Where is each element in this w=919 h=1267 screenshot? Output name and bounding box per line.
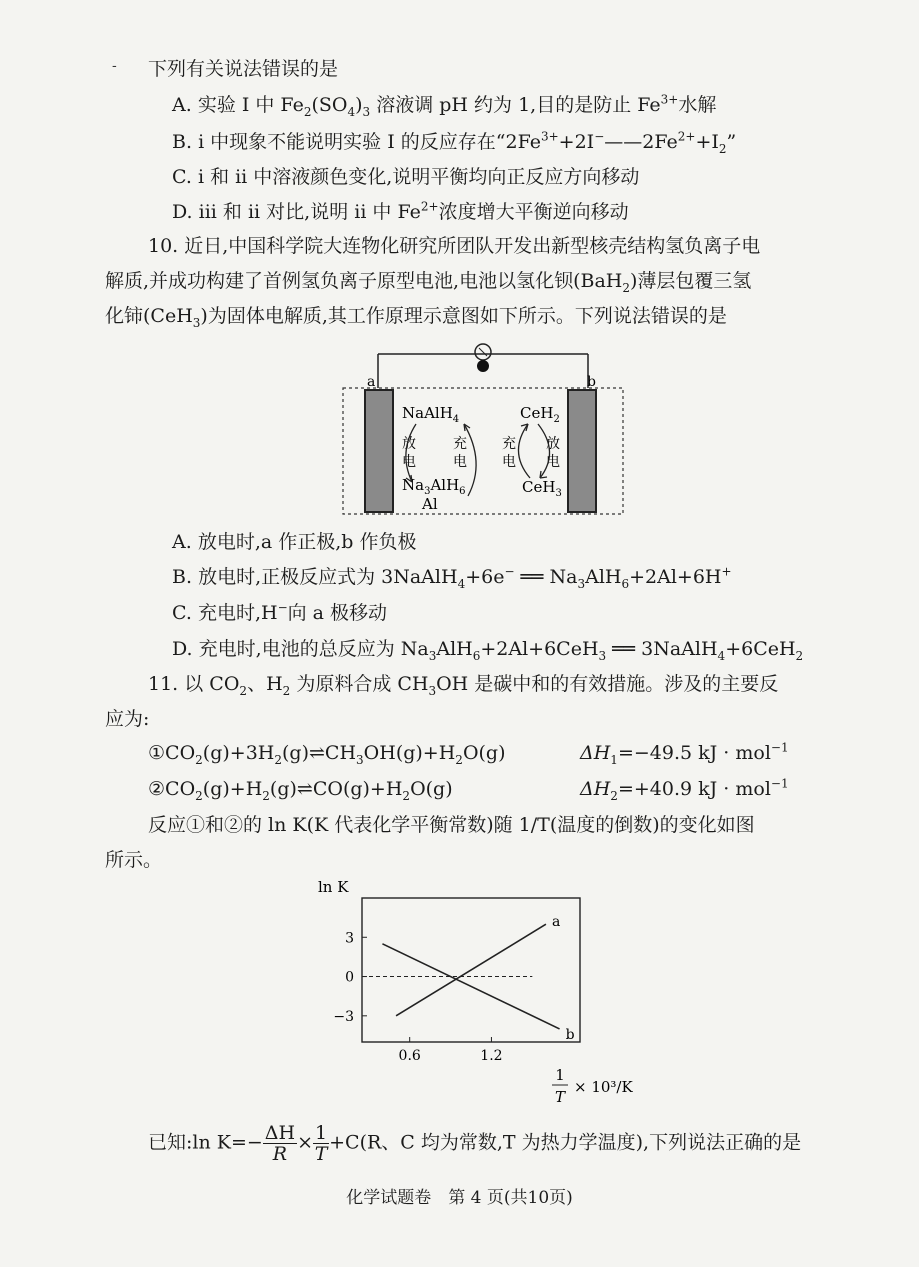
y-tick-label: −3 <box>333 1008 354 1025</box>
x-axis-label-numerator: 1 <box>555 1066 565 1084</box>
x-tick-label: 0.6 <box>398 1048 421 1064</box>
left-discharge-1: 放 <box>402 436 416 452</box>
right-top-species: CeH$_2$ <box>520 404 560 425</box>
right-charge-arrow <box>518 424 530 478</box>
right-discharge-1: 放 <box>546 436 560 452</box>
q11-reaction-2: $②CO_2(g)+H_2(g)\rightleftharpoons CO(g)+H_2O(g)$ <box>148 778 453 803</box>
y-tick-label: 0 <box>345 969 354 986</box>
left-charge-2: 电 <box>453 454 467 470</box>
right-bottom-species: CeH$_3$ <box>522 478 562 499</box>
series-label-a: a <box>551 914 561 931</box>
series-line-b <box>382 944 559 1029</box>
q10-line1: 10. 近日,中国科学院大连物化研究所团队开发出新型核壳结构氢负离子电 <box>148 235 761 257</box>
x-tick-label: 1.2 <box>480 1048 503 1064</box>
electrode-b <box>568 390 596 512</box>
q11-line3: 反应①和②的 ln K(K 代表化学平衡常数)随 1/T(温度的倒数)的变化如图 <box>148 814 755 836</box>
right-charge-2: 电 <box>502 454 516 470</box>
electrode-a <box>365 390 393 512</box>
stray-mark: - <box>112 58 117 74</box>
q11-line2: 应为: <box>105 708 150 730</box>
y-tick-label: 3 <box>345 930 354 947</box>
left-charge-1: 充 <box>453 436 467 452</box>
electrode-a-label: a <box>367 374 376 390</box>
left-al-species: Al <box>422 495 438 513</box>
q10-line2: 解质,并成功构建了首例氢负离子原型电池,电池以氢化钡(BaH$_2$)薄层包覆三氢 <box>105 270 752 295</box>
electrode-b-label: b <box>587 374 596 390</box>
q10-option-c: C. 充电时,H−向 a 极移动 <box>172 600 388 624</box>
x-axis-label-suffix: × 10³/K <box>574 1078 633 1096</box>
series-label-b: b <box>565 1026 575 1043</box>
q10-option-b: B. 放电时,正极反应式为 3NaAlH$_4$+6e− ══ $Na_3AlH_6+2Al+6H^+$ <box>172 564 732 591</box>
right-charge-1: 充 <box>502 436 516 452</box>
battery-diagram <box>338 336 628 524</box>
y-axis-label: ln K <box>318 878 349 896</box>
q11-dh-1: $\Delta H_1=-49.5$ kJ · mol$^{-1}$ <box>580 740 789 767</box>
q11-line4: 所示。 <box>105 849 163 871</box>
q10-line3: 化铈(CeH$_3$)为固体电解质,其工作原理示意图如下所示。下列说法错误的是 <box>105 305 727 330</box>
q9-option-b: B. i 中现象不能说明实验 I 的反应存在“$2Fe^{3+}+2I^-——2Fe^{2+}+I_2$” <box>172 129 737 156</box>
q11-known: 已知:ln K=− $\frac{\Delta H}{R}$ × $\frac{1}{T}$ +C(R、C 均为常数,T 为热力学温度),下列说法正确的是 <box>148 1122 802 1165</box>
q9-stem: 下列有关说法错误的是 <box>148 58 339 80</box>
q11-dh-2: $\Delta H_2=+40.9$ kJ · mol$^{-1}$ <box>580 776 789 803</box>
left-top-species: NaAlH$_4$ <box>402 404 460 425</box>
left-discharge-2: 电 <box>402 454 416 470</box>
x-axis-label-denominator: T <box>554 1088 566 1106</box>
left-discharge-arrow <box>406 424 416 482</box>
page-footer: 化学试题卷 第 4 页(共10页) <box>346 1188 573 1208</box>
right-discharge-2: 电 <box>546 454 560 470</box>
q11-reaction-1: $①CO_2(g)+3H_2(g)\rightleftharpoons CH_3OH(g)+H_2O(g)$ <box>148 742 506 767</box>
q10-option-d: D. 充电时,电池的总反应为 $Na_3AlH_6+2Al+6CeH_3$ ══ 3NaAlH$_4$+6CeH$_2$ <box>172 638 804 663</box>
q9-option-c: C. i 和 ii 中溶液颜色变化,说明平衡均向正反应方向移动 <box>172 166 640 188</box>
left-bottom-species: $Na_3AlH_6$ <box>402 476 466 497</box>
series-line-a <box>396 924 546 1016</box>
bulb-icon <box>475 344 491 372</box>
q9-option-d: D. iii 和 ii 对比,说明 ii 中 $Fe^{2+}$浓度增大平衡逆向移动 <box>172 199 629 223</box>
q11-line1: 11. 以 $CO_2$、$H_2$ 为原料合成 $CH_3OH$ 是碳中和的有效措施。涉及的主要反 <box>148 673 779 698</box>
q10-option-a: A. 放电时,a 作正极,b 作负极 <box>172 531 417 553</box>
q9-option-a: A. 实验 I 中 $Fe_2(SO_4)_3$ 溶液调 pH 约为 1,目的是防止 $Fe^{3+}$水解 <box>172 92 717 119</box>
lnk-chart <box>310 878 650 1106</box>
